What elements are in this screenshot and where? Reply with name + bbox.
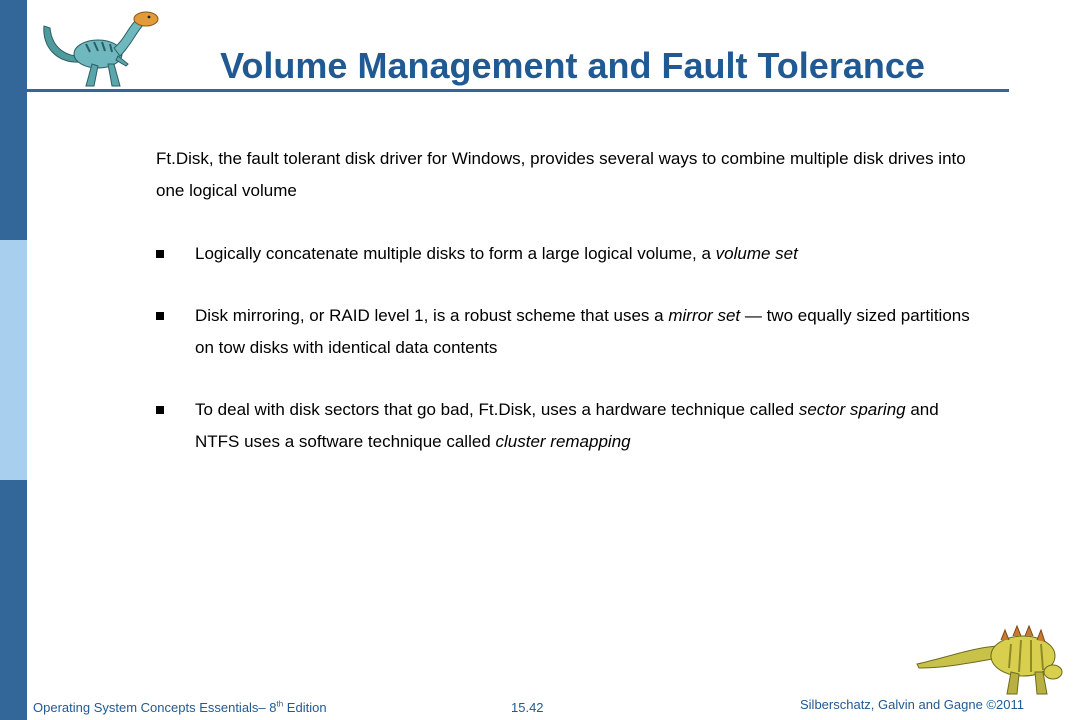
bullet-text-continued: and NTFS uses a software technique called <box>195 400 939 451</box>
square-bullet-icon <box>156 406 164 414</box>
title-underline <box>27 89 1009 92</box>
bullet-item-volume-set <box>156 238 986 270</box>
footer-edition-suffix: Edition <box>283 700 327 715</box>
sidebar-segment-dark-top <box>0 0 27 240</box>
dinosaur-icon <box>36 6 166 92</box>
footer-book-title <box>33 700 327 715</box>
bullet-list <box>156 238 986 488</box>
bullet-text: To deal with disk sectors that go bad, Ft.Disk, uses a hardware technique called <box>195 400 799 419</box>
footer-edition-superscript: th <box>276 699 284 709</box>
bullet-term: volume set <box>715 244 798 263</box>
dinosaur-icon <box>915 618 1065 698</box>
bullet-term-secondary: cluster remapping <box>495 432 631 451</box>
bullet-text-continued: — two equally sized partitions on tow disks with identical data contents <box>195 306 970 357</box>
footer-page-number: 15.42 <box>511 700 544 715</box>
sidebar-decoration <box>0 0 27 720</box>
bullet-item-sector-sparing <box>156 394 986 458</box>
square-bullet-icon <box>156 312 164 320</box>
bullet-text: Disk mirroring, or RAID level 1, is a robust scheme that uses a <box>195 306 669 325</box>
slide-title: Volume Management and Fault Tolerance <box>220 45 925 86</box>
footer-copyright: Silberschatz, Galvin and Gagne ©2011 <box>800 697 1024 712</box>
bullet-term: sector sparing <box>798 400 906 419</box>
bullet-item-mirror-set <box>156 300 986 364</box>
sidebar-segment-light <box>0 240 27 480</box>
square-bullet-icon <box>156 250 164 258</box>
bullet-text: Logically concatenate multiple disks to form a large logical volume, a <box>195 244 716 263</box>
footer-book-title-text: Operating System Concepts Essentials– 8 <box>33 700 277 715</box>
sidebar-segment-dark-bottom <box>0 480 27 720</box>
bullet-term: mirror set <box>668 306 741 325</box>
intro-paragraph: Ft.Disk, the fault tolerant disk driver for Windows, provides several ways to combine multiple disk drives into one logical volume <box>156 149 966 200</box>
